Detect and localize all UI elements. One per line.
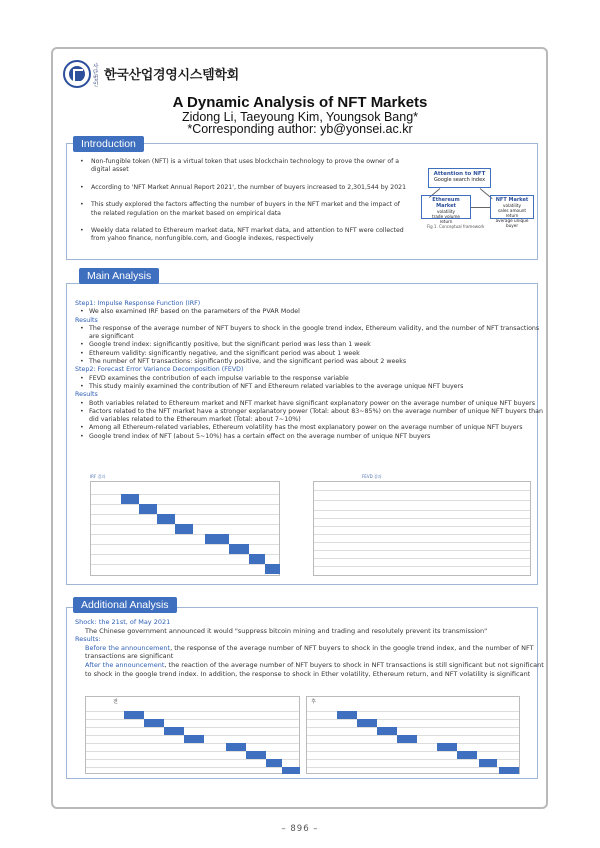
table-row (314, 526, 530, 527)
table-row (314, 534, 530, 535)
irf-table (90, 481, 280, 576)
introduction-heading: Introduction (73, 136, 144, 152)
table-highlight-cell (205, 534, 229, 544)
shock-heading: Shock: the 21st, of May 2021 (75, 618, 171, 626)
after-table-caption: 후 (311, 699, 316, 705)
irf-table-caption: IRF 결과 (90, 474, 106, 479)
results2-label: Results (75, 391, 98, 399)
table-highlight-cell (266, 759, 282, 767)
paper-authors: Zidong Li, Taeyoung Kim, Youngsok Bang* (181, 110, 419, 124)
table-highlight-cell (124, 711, 144, 719)
framework-eth-title: Ethereum Market (432, 197, 460, 209)
framework-nft-line: volatility (502, 203, 522, 208)
shock-text: The Chinese government announced it would "suppress bitcoin mining and trading and resolutely prevent its transmission" (85, 626, 488, 635)
framework-nft-title: NFT Market (495, 197, 529, 203)
table-row (307, 743, 519, 744)
table-row (307, 767, 519, 768)
step2-heading: Step2: Forecast Error Variance Decomposition (FEVD) (75, 366, 244, 374)
additional-results-label: Results: (75, 635, 101, 644)
framework-nft-box (490, 195, 534, 228)
after-text: , the reaction of the average number of NFT buyers to shock in NFT transactions is still significant but not significant to shock in the google trend index. In addition, the response to shock in Ether volatility, Ethereum return, and NFT volatility is significant (85, 660, 544, 678)
list-item: • This study mainly examined the contribution of NFT and Ethereum related variables to the average unique NFT buyers (75, 383, 545, 391)
table-highlight-cell (499, 767, 519, 774)
framework-attention-sub: Google search index (433, 177, 486, 183)
table-highlight-cell (164, 727, 184, 735)
table-row (314, 542, 530, 543)
table-highlight-cell (265, 564, 280, 574)
table-highlight-cell (249, 554, 265, 564)
before-table-caption: 전 (113, 699, 118, 705)
table-row (307, 727, 519, 728)
list-item: • Non-fungible token (NFT) is a virtual token that uses blockchain technology to prove the owner of a digital asset (78, 158, 410, 175)
table-row (314, 510, 530, 511)
main-analysis-heading: Main Analysis (79, 268, 159, 284)
after-announcement-text (75, 661, 545, 678)
table-row (91, 514, 279, 515)
table-highlight-cell (282, 767, 300, 774)
framework-ethereum-box (421, 195, 471, 224)
corresponding-author: *Corresponding author: yb@yonsei.ac.kr (187, 122, 413, 136)
framework-nft-line: sales amount (497, 208, 527, 213)
framework-arrow (471, 207, 490, 208)
table-row (314, 500, 530, 501)
table-row (86, 711, 299, 712)
before-table (85, 696, 300, 774)
table-highlight-cell (337, 711, 357, 719)
additional-analysis-heading: Additional Analysis (73, 597, 177, 613)
table-highlight-cell (479, 759, 497, 767)
list-item: • Factors related to the NFT market have a stronger explanatory power (Total: about 83~85%) on the average number of unique NFT buyers than did variables related to the Ethereum market (Total: about 7~10%) (75, 408, 545, 425)
table-highlight-cell (175, 524, 193, 534)
table-row (91, 494, 279, 495)
framework-caption: Fig 1. Conceptual framework (427, 224, 485, 229)
table-row (86, 751, 299, 752)
table-row (86, 767, 299, 768)
table-highlight-cell (246, 751, 266, 759)
fevd-table-caption: FEVD 결과 (362, 474, 382, 479)
after-label: After the announcement (85, 660, 165, 669)
table-row (86, 743, 299, 744)
table-highlight-cell (397, 735, 417, 743)
framework-eth-line: volatility (436, 209, 456, 214)
list-item: • The response of the average number of NFT buyers to shock in the google trend index, Ethereum validity, and the number of NFT transactions are significant (75, 325, 545, 342)
table-highlight-cell (357, 719, 377, 727)
table-highlight-cell (139, 504, 157, 514)
additional-analysis-body (75, 618, 545, 678)
framework-nft-line: return (505, 213, 519, 218)
table-highlight-cell (457, 751, 477, 759)
list-item: • According to 'NFT Market Annual Report 2021', the number of buyers increased to 2,301,544 by 2021 (78, 184, 410, 192)
table-row (314, 566, 530, 567)
table-highlight-cell (144, 719, 164, 727)
table-highlight-cell (377, 727, 397, 735)
table-highlight-cell (229, 544, 249, 554)
table-row (314, 550, 530, 551)
table-highlight-cell (184, 735, 204, 743)
before-announcement-text (75, 644, 545, 661)
table-row (86, 727, 299, 728)
framework-attention-box (428, 168, 491, 188)
table-highlight-cell (121, 494, 139, 504)
table-row (86, 719, 299, 720)
logo-emblem-icon (69, 66, 85, 82)
table-highlight-cell (157, 514, 175, 524)
list-item: • This study explored the factors affecting the number of buyers in the NFT market and the impact of the related regulation on the market based on empirical data (78, 201, 410, 218)
table-row (307, 719, 519, 720)
paper-title: A Dynamic Analysis of NFT Markets (172, 94, 428, 111)
framework-eth-line: trade volume (431, 214, 460, 219)
list-item: • Google trend index of NFT (about 5~10%) has a certain effect on the average number of unique NFT buyers (75, 433, 545, 441)
table-row (314, 558, 530, 559)
list-item: • We also examined IRF based on the parameters of the PVAR Model (75, 308, 545, 316)
list-item: • Google trend index: significantly positive, but the significant period was less than 1 week (75, 341, 545, 349)
list-item: • Weekly data related to Ethereum market data, NFT market data, and attention to NFT were collected from yahoo finance, nonfungible.com, and Google indexes, respectively (78, 227, 410, 244)
before-text: , the response of the average number of NFT buyers to shock in the google trend index, and the number of NFT transactions are significant (85, 643, 534, 661)
table-row (91, 504, 279, 505)
framework-eth-line: return (439, 219, 453, 224)
table-row (314, 518, 530, 519)
after-table (306, 696, 520, 774)
list-item: • Both variables related to Ethereum market and NFT market have significant explanatory power on the average number of unique NFT buyers (75, 400, 545, 408)
society-logo (63, 60, 91, 88)
table-row (91, 564, 279, 565)
table-highlight-cell (226, 743, 246, 751)
fevd-table (313, 481, 531, 576)
table-highlight-cell (437, 743, 457, 751)
introduction-list (78, 158, 410, 253)
list-item: • Ethereum validity: significantly negative, and the significant period was about 1 week (75, 350, 545, 358)
table-row (91, 534, 279, 535)
page-number: – 896 – (281, 824, 319, 834)
step1-heading: Step1: Impulse Response Function (IRF) (75, 300, 201, 307)
framework-nft-line: average unique buyer (495, 218, 529, 228)
framework-attention-title: Attention to NFT (433, 171, 486, 177)
before-label: Before the announcement (85, 643, 171, 652)
main-analysis-body (75, 300, 545, 441)
list-item: • The number of NFT transactions: significantly positive, and the significant period was about 2 weeks (75, 358, 545, 366)
table-row (91, 544, 279, 545)
results1-label: Results (75, 316, 98, 324)
table-row (314, 490, 530, 491)
list-item: • FEVD examines the contribution of each impulse variable to the response variable (75, 375, 545, 383)
table-row (307, 751, 519, 752)
society-name: 한국산업경영시스템학회 (104, 68, 239, 83)
list-item: • Among all Ethereum-related variables, Ethereum volatility has the most explanatory power on the average number of unique NFT buyers (75, 424, 545, 432)
society-small-label: 사단법인 (93, 64, 99, 88)
